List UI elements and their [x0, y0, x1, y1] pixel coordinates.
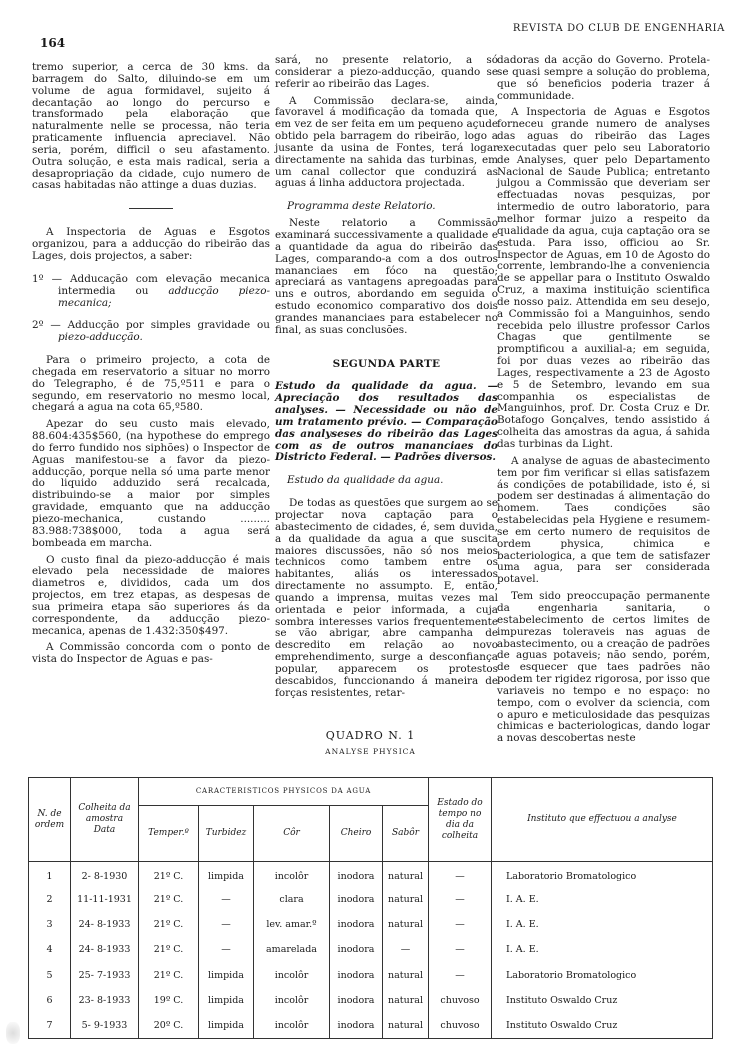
cell-n: 7: [29, 1013, 71, 1038]
table-subtitle: ANALYSE PHYSICA: [325, 747, 416, 756]
cell-turbidez: —: [199, 912, 254, 937]
list-item-text: 1º — Adducação com elevação mecanica intermedia ou: [32, 272, 270, 297]
table-body: [29, 862, 713, 1039]
cell-cor: lev. amar.º: [254, 912, 330, 937]
table-row: [29, 963, 713, 988]
header-sabor: Sabôr: [383, 806, 429, 862]
table-row: [29, 937, 713, 962]
header-instituto: Instituto que effectuou a analyse: [492, 778, 713, 862]
list-item: [32, 274, 270, 310]
cell-cheiro: inodora: [330, 862, 383, 887]
table-title: QUADRO N. 1: [325, 729, 416, 742]
cell-turbidez: —: [199, 937, 254, 962]
cell-sabor: natural: [383, 1013, 429, 1038]
list-item-italic: adducção piezo-mecanica;: [58, 284, 271, 309]
cell-cor: amarelada: [254, 937, 330, 962]
table-row: [29, 862, 713, 887]
paragraph: dadoras da acção do Governo. Protela-se quasi sempre a solução do problema, que só beneficios poderia trazer á communidade.: [497, 54, 710, 102]
paragraph: De todas as questões que surgem ao se projectar nova captação para o abastecimento de cidades, é, sem duvida, a da qualidade da agua a que suscita maiores discussões, não só nos meios technicos como tambem entre os habitantes, aliás os interessados directamente no assumpto. E, então, quando a imprensa, muitas vezes mal orientada e peior informada, a cuja sombra interesses varios frequentemente se vão abrigar, abre campanha de descredito em relação ao novo emprehendimento, surge a desconfiança popular, apparecem os protestos descabidos, funccionando á maneira de forças resistentes, retar-: [275, 497, 498, 699]
table-row: [29, 887, 713, 912]
paragraph: A Inspectoria de Aguas e Esgotos forneceu grande numero de analyses das aguas do ribeirão das Lages executadas quer pelo seu Laboratorio de Analyses, quer pelo Departamento Nacional de Saude Publica; entretanto julgou a Commissão que deveriam ser effectuadas novas pesquizas, por intermedio de outro laboratorio, para melhor formar juizo a respeito da qualidade da agua, cuja captação ora se estuda. Para isso, officiou ao Sr. Inspector de Aguas, em 10 de Agosto do corrente, lembrando-lhe a conveniencia de se appellar para o Instituto Oswaldo Cruz, a maxima instituição scientifica de nosso paiz. Attendida em seu desejo, a Commissão foi a Manguinhos, sendo recebida pelo illustre professor Carlos Chagas que gentilmente se promptificou a auxilial-a; em seguida, foi por duas vezes ao ribeirão das Lages, respectivamente a 23 de Agosto e 5 de Setembro, levando em sua companhia os especialistas de Manguinhos, prof. Dr. Costa Cruz e Dr. Botafogo Gonçalves, tendo assistido á colheita das amostras da agua, á sahida das turbinas da Light.: [497, 106, 710, 450]
list-item-italic: piezo-adducção.: [58, 331, 143, 344]
cell-n: 5: [29, 963, 71, 988]
cell-sabor: —: [383, 937, 429, 962]
paragraph: tremo superior, a cerca de 30 kms. da barragem do Salto, diluindo-se em um volume de agua formidavel, sujeito á decantação ao longo do percurso e transformado pela elaboração que naturalmente nelle se processa, não teria praticamente influencia apreciavel. Não seria, porém, difficil o seu afastamento. Outra solução, e esta mais radical, seria a desapropriação da cidade, cujo numero de casas habitadas não attinge a duas duzias.: [32, 61, 270, 192]
header-estado: Estado do tempo no dia da colheita: [429, 778, 492, 862]
running-title: REVISTA DO CLUB DE ENGENHARIA: [512, 23, 725, 34]
cell-estado: —: [429, 887, 492, 912]
cell-instituto: I. A. E.: [492, 912, 713, 937]
paragraph: O custo final da piezo-adducção é mais elevado pela necessidade de maiores diametros e, divididos, cada um dos projectos, em trez etapas, as despesas de sua primeira etapa são superiores ás da correspondente, da adducção piezo-mecanica, apenas de 1.432:350$497.: [32, 553, 270, 637]
cell-cheiro: inodora: [330, 887, 383, 912]
cell-instituto: I. A. E.: [492, 887, 713, 912]
cell-sabor: natural: [383, 862, 429, 887]
table-row: [29, 988, 713, 1013]
subheading-program: Programma deste Relatorio.: [287, 200, 436, 213]
cell-temp: 21º C.: [139, 937, 199, 962]
cell-data: 24- 8-1933: [71, 937, 139, 962]
cell-estado: —: [429, 963, 492, 988]
paragraph: Para o primeiro projecto, a cota de chegada em reservatorio a situar no morro do Telegrapho, é de 75,º511 e para o segundo, em reservatorio no mesmo local, chegará a agua na cota 65,º580.: [32, 354, 270, 414]
cell-estado: —: [429, 862, 492, 887]
physical-analysis-table: [28, 777, 713, 1039]
cell-n: 3: [29, 912, 71, 937]
cell-temp: 21º C.: [139, 912, 199, 937]
cell-cor: incolôr: [254, 862, 330, 887]
cell-temp: 19º C.: [139, 988, 199, 1013]
cell-turbidez: limpida: [199, 862, 254, 887]
header-cor: Côr: [254, 806, 330, 862]
cell-data: 2- 8-1930: [71, 862, 139, 887]
header-group: CARACTERISTICOS PHYSICOS DA AGUA: [139, 778, 429, 806]
paragraph: sará, no presente relatorio, a só considerar a piezo-adducção, quando se referir ao ribeirão das Lages.: [275, 54, 498, 90]
cell-data: 11-11-1931: [71, 887, 139, 912]
cell-cor: incolôr: [254, 1013, 330, 1038]
cell-data: 25- 7-1933: [71, 963, 139, 988]
cell-cor: incolôr: [254, 963, 330, 988]
list-item: [32, 320, 270, 344]
paragraph: Tem sido preoccupação permanente da engenharia sanitaria, o estabelecimento de certos limites de impurezas toleraveis nas aguas de abastecimento, ou a creação de padrões de aguas potaveis; não sendo, porém, de esquecer que taes padrões não podem ter rigidez rigorosa, por isso que variaveis no tempo e no espaço: no tempo, com o evolver da sciencia, com o apuro e meticulosidade das pesquizas chimicas e bacteriologicas, dando logar a novas descobertas neste: [497, 590, 710, 745]
header-turbidez: Turbidez: [199, 806, 254, 862]
cell-sabor: natural: [383, 887, 429, 912]
list-item-text: 2º — Adducção por simples gravidade ou: [32, 319, 270, 332]
cell-cheiro: inodora: [330, 988, 383, 1013]
cell-cheiro: inodora: [330, 912, 383, 937]
cell-data: 5- 9-1933: [71, 1013, 139, 1038]
paragraph: A Commissão declara-se, ainda, favoravel á modificação da tomada que, em vez de ser feita em um pequeno açude obtido pela barragem do ribeirão, logo a jusante da usina de Fontes, terá logar directamente na sahida das turbinas, em um canal collector que conduzirá as aguas á linha adductora projectada.: [275, 94, 498, 190]
paper-stain: [6, 1022, 20, 1044]
cell-n: 1: [29, 862, 71, 887]
paragraph: A analyse de aguas de abastecimento tem por fim verificar si ellas satisfazem ás condições de potabilidade, isto é, si podem ser destinadas á alimentação do homem. Taes condições são estabelecidas pela Hygiene e resumem-se em certo numero de requisitos de ordem physica, chimica e bacteriologica, a que tem de satisfazer uma agua, para ser considerada potavel.: [497, 454, 710, 586]
subheading-estudo: Estudo da qualidade da agua.: [287, 474, 444, 487]
paragraph: A Inspectoria de Aguas e Esgotos organizou, para a adducção do ribeirão das Lages, dois projectos, a saber:: [32, 226, 270, 262]
cell-instituto: I. A. E.: [492, 937, 713, 962]
cell-data: 24- 8-1933: [71, 912, 139, 937]
cell-n: 6: [29, 988, 71, 1013]
page-number: 164: [40, 36, 66, 50]
cell-cheiro: inodora: [330, 1013, 383, 1038]
cell-estado: —: [429, 937, 492, 962]
cell-n: 2: [29, 887, 71, 912]
table-row: [29, 1013, 713, 1038]
cell-data: 23- 8-1933: [71, 988, 139, 1013]
cell-sabor: natural: [383, 912, 429, 937]
cell-turbidez: limpida: [199, 963, 254, 988]
section-summary: Estudo da qualidade da agua. — Apreciação dos resultados das analyses. — Necessidade ou não de um tratamento prévio. — Comparação das analyseses do ribeirão das Lages com as de outros mananciaes do Districto Federal. — Padrões diversos.: [275, 380, 498, 464]
cell-instituto: Laboratorio Bromatologico: [492, 862, 713, 887]
cell-temp: 20º C.: [139, 1013, 199, 1038]
header-ordem: N. de ordem: [29, 778, 71, 862]
cell-cor: incolôr: [254, 988, 330, 1013]
text-column-3: [497, 55, 710, 745]
cell-estado: chuvoso: [429, 1013, 492, 1038]
cell-turbidez: limpida: [199, 988, 254, 1013]
cell-sabor: natural: [383, 988, 429, 1013]
paragraph: Neste relatorio a Commissão examinará successivamente a qualidade e a quantidade da agua do ribeirão das Lages, comparando-a com a dos outros mananciaes em fóco na questão; apreciará as vantagens apregoadas para uns e outros, abordando em seguida o estudo economico comparativo dos dois grandes mananciaes para estabelecer no final, as suas conclusões.: [275, 217, 498, 336]
cell-cheiro: inodora: [330, 937, 383, 962]
cell-estado: chuvoso: [429, 988, 492, 1013]
cell-turbidez: —: [199, 887, 254, 912]
paragraph: A Commissão concorda com o ponto de vista do Inspector de Aguas e pas-: [32, 641, 270, 666]
cell-turbidez: limpida: [199, 1013, 254, 1038]
text-column-1: [32, 62, 270, 666]
cell-temp: 21º C.: [139, 887, 199, 912]
header-cheiro: Cheiro: [330, 806, 383, 862]
cell-cheiro: inodora: [330, 963, 383, 988]
cell-n: 4: [29, 937, 71, 962]
cell-cor: clara: [254, 887, 330, 912]
cell-estado: —: [429, 912, 492, 937]
header-temp: Temper.º: [139, 806, 199, 862]
section-title: SEGUNDA PARTE: [332, 357, 441, 370]
section-divider: [129, 208, 173, 209]
cell-instituto: Laboratorio Bromatologico: [492, 963, 713, 988]
cell-temp: 21º C.: [139, 862, 199, 887]
cell-instituto: Instituto Oswaldo Cruz: [492, 988, 713, 1013]
header-colheita: Colheita da amostra Data: [71, 778, 139, 862]
cell-temp: 21º C.: [139, 963, 199, 988]
cell-instituto: Instituto Oswaldo Cruz: [492, 1013, 713, 1038]
paragraph: Apezar do seu custo mais elevado, 88.604:435$560, (na hypothese do emprego do ferro fundido nos siphões) o Inspector de Aguas manifestou-se a favor da piezo-adducção, porque nella só uma parte menor do liquido adduzido será recalcada, distribuindo-se a maior por simples gravidade, emquanto que na adducção piezo-mechanica, custando ......... 83.988:738$000, toda a agua será bombeada em marcha.: [32, 418, 270, 549]
text-column-2: [275, 55, 498, 700]
table-row: [29, 912, 713, 937]
cell-sabor: natural: [383, 963, 429, 988]
